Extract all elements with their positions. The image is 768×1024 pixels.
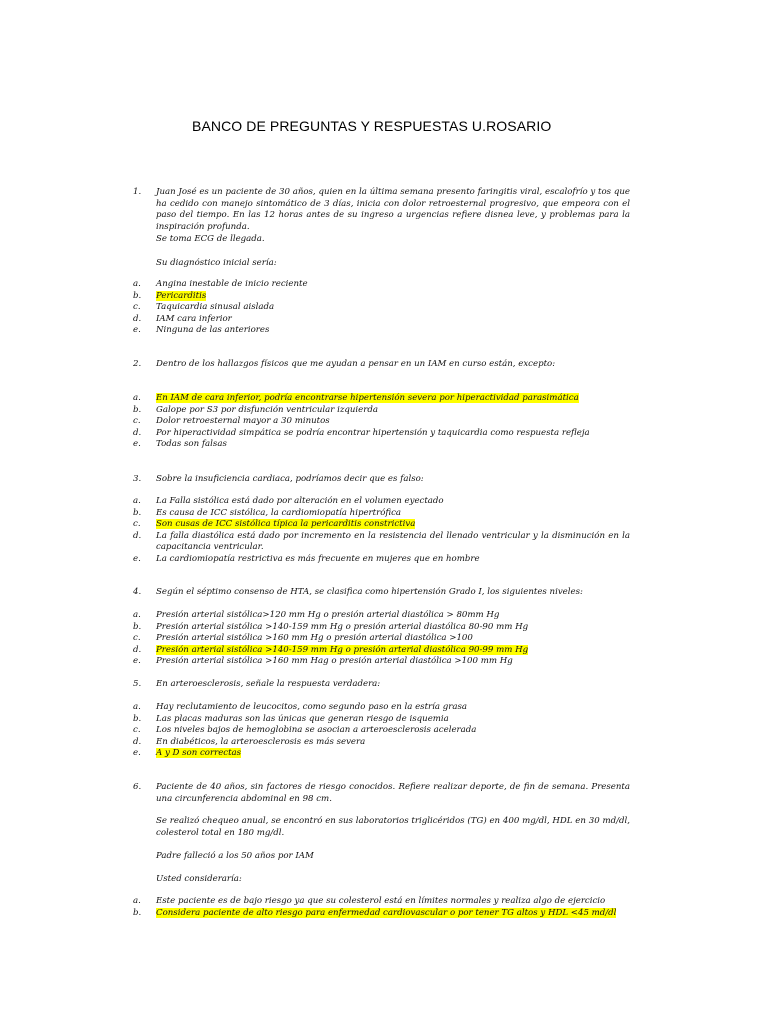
option-letter: e.	[133, 439, 141, 450]
option-item	[0, 405, 768, 417]
option-letter: c.	[133, 416, 141, 427]
option-item	[0, 325, 768, 337]
option-text: Es causa de ICC sistólica, la cardiomiopatía hipertrófica	[156, 507, 402, 518]
question-number: 4.	[133, 587, 142, 597]
option-text: Presión arterial sistólica>120 mm Hg o presión arterial diastólica > 80mm Hg	[156, 610, 500, 620]
option-letter: e.	[133, 748, 141, 759]
option-item	[0, 896, 768, 908]
option-letter: d.	[133, 530, 142, 541]
option-letter: c.	[133, 519, 141, 530]
option-letter: c.	[133, 302, 141, 313]
option-item	[0, 645, 768, 657]
option-item	[0, 633, 768, 645]
option-letter: e.	[133, 553, 141, 564]
question-paragraph: Padre falleció a los 50 años por IAM	[156, 851, 314, 861]
option-text: En diabéticos, la arteroesclerosis es más severa	[156, 736, 366, 747]
option-text: La cardiomiopatía restrictiva es más frecuente en mujeres que en hombre	[156, 553, 480, 564]
option-letter: b.	[133, 507, 142, 518]
option-letter: b.	[133, 290, 142, 301]
option-item	[0, 302, 768, 314]
option-letter: b.	[133, 907, 142, 918]
option-letter: b.	[133, 621, 142, 632]
option-item	[0, 416, 768, 428]
highlighted-answer: Son cusas de ICC sistólica típica la pericarditis constrictiva	[156, 519, 416, 530]
question-text: Según el séptimo consenso de HTA, se clasifica como hipertensión Grado I, los siguientes niveles:	[156, 587, 583, 597]
question-text: Dentro de los hallazgos físicos que me ayudan a pensar en un IAM en curso están, excepto:	[156, 359, 556, 369]
option-letter: c.	[133, 725, 141, 736]
option-text: Taquicardia sinusal aislada	[156, 302, 275, 313]
option-item	[0, 393, 768, 405]
options-4	[0, 610, 768, 668]
option-letter: d.	[133, 313, 142, 324]
option-item	[0, 314, 768, 326]
options-6	[0, 896, 768, 919]
question-paragraph: Se toma ECG de llegada.	[156, 234, 265, 244]
highlighted-answer: A y D son correctas	[156, 748, 242, 759]
question-text: Paciente de 40 años, sin factores de riesgo conocidos. Refiere realizar deporte, de fin de semana. Presenta una circunferencia abdominal en 98 cm.	[156, 782, 630, 804]
option-letter: c.	[133, 633, 141, 644]
option-item	[0, 279, 768, 291]
question-number: 6.	[133, 782, 142, 792]
option-text: Ninguna de las anteriores	[156, 325, 270, 336]
option-text: Presión arterial sistólica >160 mm Hag o presión arterial diastólica >100 mm Hg	[156, 656, 513, 667]
option-item	[0, 656, 768, 668]
option-item	[0, 622, 768, 634]
option-letter: d.	[133, 736, 142, 747]
option-letter: a.	[133, 896, 141, 906]
question-paragraph: Usted consideraría:	[156, 874, 242, 884]
option-letter: a.	[133, 610, 141, 620]
option-text: Por hiperactividad simpática se podría encontrar hipertensión y taquicardia como respuesta refleja	[156, 427, 590, 438]
option-text: Presión arterial sistólica >140-159 mm Hg o presión arterial diastólica 80-90 mm Hg	[156, 621, 529, 632]
option-item	[0, 610, 768, 622]
option-item	[0, 714, 768, 726]
option-text: Angina inestable de inicio reciente	[156, 279, 308, 289]
options-5	[0, 702, 768, 760]
question-text: En arteroesclerosis, señale la respuesta verdadera:	[156, 679, 381, 689]
option-text: Dolor retroesternal mayor a 30 minutos	[156, 416, 330, 427]
option-item	[0, 737, 768, 749]
highlighted-answer: En IAM de cara inferior, podría encontrarse hipertensión severa por hiperactividad parasimática	[156, 393, 579, 403]
option-letter: d.	[133, 644, 142, 655]
question-paragraph: Su diagnóstico inicial sería:	[156, 258, 277, 268]
options-1	[0, 279, 768, 337]
options-3	[0, 496, 768, 566]
option-item	[0, 908, 768, 920]
option-item	[0, 748, 768, 760]
option-text: Todas son falsas	[156, 439, 227, 450]
option-text: Galope por S3 por disfunción ventricular izquierda	[156, 404, 378, 415]
options-2	[0, 393, 768, 451]
option-text: La falla diastólica está dado por incremento en la resistencia del llenado ventricular y la disminución en la capacitancia ventricular.	[156, 530, 630, 553]
option-letter: b.	[133, 713, 142, 724]
option-letter: a.	[133, 279, 141, 289]
option-text: La Falla sistólica está dado por alteración en el volumen eyectado	[156, 496, 444, 506]
option-letter: e.	[133, 325, 141, 336]
question-number: 5.	[133, 679, 142, 689]
option-letter: b.	[133, 404, 142, 415]
option-text: Este paciente es de bajo riesgo ya que su colesterol está en límites normales y realiza algo de ejercicio	[156, 896, 606, 906]
option-text: Los niveles bajos de hemoglobina se asocian a arteroesclerosis acelerada	[156, 725, 477, 736]
option-item	[0, 702, 768, 714]
option-text: Presión arterial sistólica >160 mm Hg o presión arterial diastólica >100	[156, 633, 473, 644]
option-item	[0, 439, 768, 451]
option-text: IAM cara inferior	[156, 313, 232, 324]
highlighted-answer: Pericarditis	[156, 290, 207, 301]
option-text: Las placas maduras son las únicas que generan riesgo de isquemia	[156, 713, 449, 724]
option-letter: a.	[133, 702, 141, 712]
page-title: BANCO DE PREGUNTAS Y RESPUESTAS U.ROSARIO	[192, 118, 552, 134]
option-item	[0, 554, 768, 566]
option-item	[0, 725, 768, 737]
highlighted-answer: Considera paciente de alto riesgo para enfermedad cardiovascular o por tener TG altos y HDL <45 md/dl	[156, 907, 617, 918]
question-number: 1.	[133, 187, 142, 197]
option-item	[0, 428, 768, 440]
option-item	[0, 291, 768, 303]
option-item	[0, 496, 768, 508]
question-text: Sobre la insuficiencia cardiaca, podríamos decir que es falso:	[156, 474, 424, 484]
option-item	[0, 531, 768, 554]
question-number: 2.	[133, 359, 142, 369]
highlighted-answer: Presión arterial sistólica >140-159 mm Hg o presión arterial diastólica 90-99 mm Hg	[156, 644, 529, 655]
option-item	[0, 519, 768, 531]
question-number: 3.	[133, 474, 142, 484]
option-item	[0, 508, 768, 520]
option-letter: a.	[133, 496, 141, 506]
option-text: Hay reclutamiento de leucocitos, como segundo paso en la estría grasa	[156, 702, 468, 712]
question-paragraph: Se realizó chequeo anual, se encontró en sus laboratorios triglicéridos (TG) en 400 mg/dl, HDL en 30 md/dl, colesterol total en 180 mg/dl.	[156, 816, 630, 838]
option-letter: e.	[133, 656, 141, 667]
option-letter: d.	[133, 427, 142, 438]
option-letter: a.	[133, 393, 141, 403]
question-text: Juan José es un paciente de 30 años, quien en la última semana presento faringitis viral, escalofrío y tos que ha cedido con manejo sintomático de 3 días, inicia con dolor retroesternal progresivo, que empeora con el paso del tiempo. En las 12 horas antes de su ingreso a urgencias refiere disnea leve, y problemas para la inspiración profunda.	[156, 187, 630, 232]
